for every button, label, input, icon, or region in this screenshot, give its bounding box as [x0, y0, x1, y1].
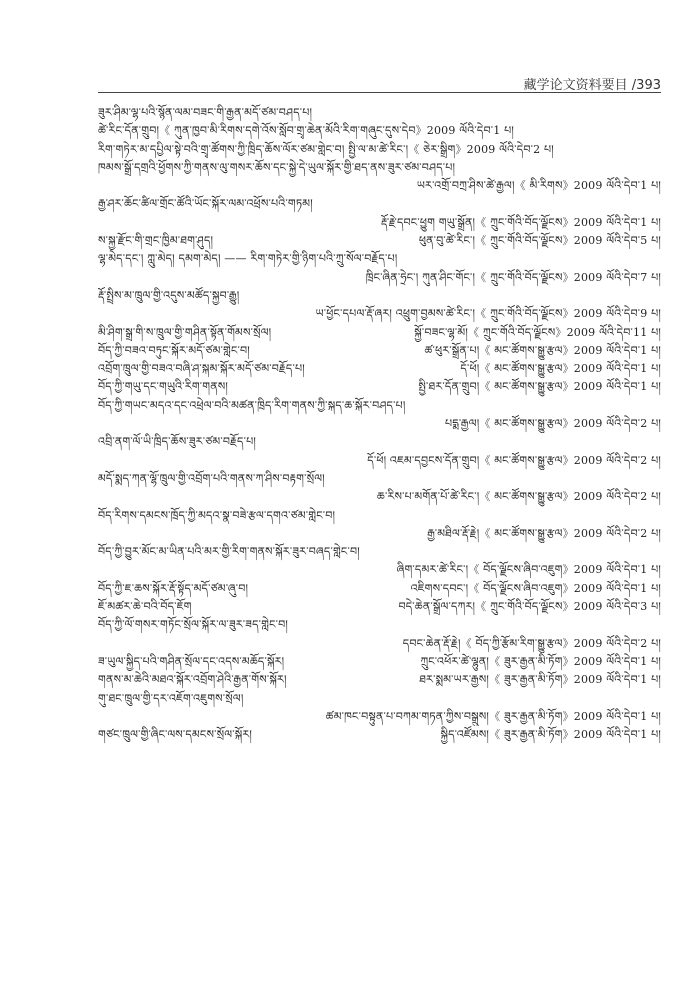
entry-citation: དོ་ཕོ། འཇམ་དབྱངས་དོན་གྲུབ།《 མང་ཚོགས་སྒྱུ་རྩལ》2009 ལོའི་དེབ་2 པ། [367, 453, 661, 467]
entry-title: ཟུར་ཤིམ་ལྷ་པའི་སྙོན་ལམ་བཟང་གི་རྒྱན་མདོ་ཙམ་བཤད་པ། [98, 106, 313, 119]
entry-line [98, 250, 661, 268]
entry-line [98, 470, 661, 488]
entry-line [98, 433, 661, 451]
entry-title: རིག་གཏེར་མ་དཔྱིལ་སྟེ་བའི་གྲྭ་ཚོགས་ཀྱི་ཁྲིད་ཆོས་ལོར་ཙམ་གླེང་བ། སྤྱི་ལ་མ་ཚེ་རིང་།《 ཅེར་སྒྲིག》2009 ལོའི་དེབ་2 པ། [98, 142, 554, 156]
entry-title: ཟ་ཡུལ་སྐྱིད་པའི་གཤིན་སྲོལ་དང་འདས་མཆོད་སྐོར། [98, 654, 285, 668]
entry-line [98, 726, 661, 744]
entry-title: འབྲི་ནག་ལོ་ཡི་ཁྲིད་ཆོས་ཟུར་ཙམ་བརྗོད་པ། [98, 435, 256, 449]
entry-title: འབྲོག་ཁྲུལ་གྱི་བཟའ་བཞི་ཤ་སྐམ་སྐོར་མདོ་ཙམ་བརྗོད་པ། [98, 362, 305, 376]
entry-line [98, 452, 661, 470]
entry-line [98, 269, 661, 287]
entry-citation: ཀྲུང་འཕོར་ཚེ་ལྷུན།《 ཟུར་རྒྱན་མི་ཏོག》2009 ལོའི་དེབ་1 པ། [420, 654, 661, 668]
entry-citation: པདྨ་རྒྱལ།《 མང་ཚོགས་སྒྱུ་རྩལ》2009 ལོའི་དེབ་2 པ། [445, 417, 661, 431]
entry-title: ལྷ་མེད་དང་། ཀླུ་མེད། དམག་མེད། —— རིག་གཏེར་གྱི་ཉིག་པའི་ཀྲུ་སོལ་བརྗོད་པ། [98, 252, 398, 266]
entry-line [98, 305, 661, 323]
entry-line [98, 360, 661, 378]
entry-line [98, 507, 661, 525]
entry-title: བོད་ཀྱི་བཟའ་བཏུང་སྐོར་མདོ་ཙམ་གླེང་བ། [98, 343, 250, 357]
entry-citation: ཞིག་དམར་ཚེ་རིང་།《 བོད་ལྗོངས་ཞིབ་འཇུག》2009 ལོའི་དེབ་1 པ། [396, 563, 661, 577]
entry-title: བོད་ཀྱི་བྱུར་མོང་མ་ཡིན་པའི་མར་གྱི་རིག་གནས་སྐོར་ཟུར་བཞད་གླེང་བ། [98, 545, 360, 559]
entry-line [98, 653, 661, 671]
entry-line [98, 287, 661, 305]
entry-line [98, 488, 661, 506]
entry-line [98, 671, 661, 689]
entry-line [98, 708, 661, 726]
page-header [0, 0, 699, 96]
entry-title: ས་སྐྱ་རྫོང་གི་གྲང་ཁྱིམ་ཐག་ཤུད། [98, 234, 214, 248]
entry-citation: དབང་ཆེན་རྡོ་རྗེ།《 བོད་ཀྱི་རྩོམ་རིག་སྒྱུ་རྩལ》2009 ལོའི་དེབ་2 པ། [402, 636, 661, 650]
entry-citation: སྐྱིད་འཛོམས།《 ཟུར་རྒྱན་མི་ཏོག》2009 ལོའི་དེབ་1 པ། [440, 728, 661, 742]
entry-title: གནས་མ་ཆེའི་མཐའ་སྐོར་འབྲོག་ཤེའི་རྒྱན་གོས་སྐོར། [98, 673, 287, 687]
entry-list [98, 104, 661, 744]
entry-line [98, 397, 661, 415]
entry-line [98, 232, 661, 250]
entry-line [98, 141, 661, 159]
entry-line [98, 214, 661, 232]
entry-title: ཇོ་མཚར་ཆེ་བའི་བོད་ཇོག [98, 600, 192, 614]
entry-citation: ཕུན་བུ་ཚེ་རིང་།《 ཀྲུང་གོའི་བོད་ལྗོངས》2009 ལོའི་དེབ་5 པ། [418, 234, 661, 248]
entry-line [98, 342, 661, 360]
entry-citation: བདེ་ཆེན་སྒྲོལ་དཀར།《 ཀྲུང་གོའི་བོད་ལྗོངས》2009 ལོའི་དེབ་3 པ། [398, 600, 661, 614]
entry-line [98, 415, 661, 433]
entry-title: གཙང་ཁྲུལ་གྱི་ཞིང་ལས་དམངས་སྲོལ་སྐོར། [98, 728, 253, 742]
entry-title: རྡོ་སྤྲིས་མ་ཁྲུལ་གྱི་འདུས་མཚོད་སྐྱབ་རྒྱུ། [98, 288, 240, 302]
entry-title: བོད་ཀྱི་ཇ་ཆས་སྐོར་རྡོ་སྟོད་མདོ་ཙམ་ཞུ་བ། [98, 581, 249, 595]
entry-title: བོད་རིགས་དམངས་ཁྲོད་ཀྱི་མདའ་སྣ་བཟེ་རྩལ་དགའ་ཙམ་གླེང་བ། [98, 508, 336, 522]
entry-line [98, 525, 661, 543]
entry-citation: སྤྱི་ཐར་དོན་གྲུབ།《 མང་ཚོགས་སྒྱུ་རྩལ》2009 ལོའི་དེབ་1 པ། [418, 380, 661, 394]
entry-line [98, 580, 661, 598]
entry-line [98, 159, 661, 177]
entry-title: བོད་ཀྱི་གཡང་མདའ་དང་འཕྲེལ་བའི་མཚན་ཁྲིད་རིག་གནས་ཀྱི་སྐད་ཆ་སྐོར་བཤད་པ། [98, 398, 406, 412]
entry-line [98, 635, 661, 653]
entry-title: རྒྱ་ཤར་ཆོང་ཚིལ་གྲོང་ཚོའི་ཡོང་སྐོར་ལམ་འཕྲོས་པའི་གཏམ། [98, 197, 313, 211]
entry-title: ཚེ་རིང་དོན་གྲུབ།《 ཀུན་ཁྱབ་མི་རིགས་དགེ་འོས་སློབ་གྲྭ་ཆེན་མོའི་རིག་གཞུང་དུས་དེབ》2009 ལོའི་དེབ་1 པ། [98, 124, 515, 138]
entry-citation: སྐྱོ་བཟང་ལྷ་མོ།《 ཀྲུང་གོའི་བོད་ལྗོངས》2009 ལོའི་དེབ་11 པ། [414, 325, 661, 339]
entry-line [98, 177, 661, 195]
entry-title: བོད་ཀྱི་གཡུ་དང་གཡུའི་རིག་གནས། [98, 380, 229, 394]
entry-citation: དོ་ཕོ།《 མང་ཚོགས་སྒྱུ་རྩལ》2009 ལོའི་དེབ་1 པ། [460, 362, 661, 376]
entry-line [98, 324, 661, 342]
entry-line [98, 104, 661, 122]
entry-title: མདོ་སྨད་ཀན་ལྷོ་ཁྲུལ་གྱི་འབྲོག་པའི་གནས་ཀ་ཤིས་བརྟག་སྲོལ། [98, 471, 325, 485]
entry-citation: རྡོ་རྗེ་དབང་ཕྱུག གཡུ་སྒྲོན།《 ཀྲུང་གོའི་བོད་ལྗོངས》2009 ལོའི་དེབ་1 པ། [381, 215, 661, 229]
header-rule [98, 92, 661, 93]
entry-line [98, 378, 661, 396]
entry-title: གུ་ཐང་ཁྲུལ་གྱི་དར་འཇོག་འཇུགས་སྲོལ། [98, 691, 244, 705]
header-title: 藏学论文资料要目 /393 [523, 78, 661, 93]
entry-line [98, 543, 661, 561]
entry-citation: ཁྲིང་ཞིན་ཧྲེང་། ཀུན་ཤིང་གོང་།《 ཀྲུང་གོའི་བོད་ལྗོངས》2009 ལོའི་དེབ་7 པ། [365, 270, 661, 284]
entry-citation: ཡ་ཕྱོང་དཔལ་རྡོ་ཞར། འཕྲུག་བྱམས་ཚེ་རིང་།《 ཀྲུང་གོའི་བོད་ལྗོངས》2009 ལོའི་དེབ་9 པ། [315, 307, 661, 321]
entry-line [98, 561, 661, 579]
entry-title: ཁམས་སྒྲོ་དགྲའི་ཕྱོགས་ཀྱི་གནས་ལུ་གསར་ཆོས་དང་སྐྱེ་དེ་ཡུལ་སྐོར་གྱི་ཐད་ནས་ཟུར་ཙམ་བཤད་པ། [98, 160, 456, 174]
entry-citation: ཚ་ཕུར་སྒྲོན་པ།《 མང་ཚོགས་སྒྱུ་རྩལ》2009 ལོའི་དེབ་1 པ། [424, 343, 661, 357]
entry-citation: ཆ་རིས་པ་མགོན་པོ་ཚེ་རིང་།《 མང་ཚོགས་སྒྱུ་རྩལ》2009 ལོའི་དེབ་2 པ། [376, 490, 661, 504]
entry-title: མི་ཤིག་སྒྲ་གི་ས་ཁྲུལ་གྱི་གཤིན་སྟོན་གོམས་སྲོལ། [98, 325, 272, 339]
entry-citation: ཐར་སྨམ་ཡར་རྒྱས།《 ཟུར་རྒྱན་མི་ཏོག》2009 ལོའི་དེབ་1 པ། [419, 673, 661, 687]
entry-citation: རྒྱ་མཐིལ་རྡོ་རྗེ།《 མང་ཚོགས་སྒྱུ་རྩལ》2009 ལོའི་དེབ་2 པ། [427, 526, 661, 540]
entry-citation: ཚམ་ཁང་བསྟུན་པ་བཀམ་གཏན་ཀྱིས་བསྒྲུས།《 ཟུར་རྒྱན་མི་ཏོག》2009 ལོའི་དེབ་1 པ། [325, 709, 661, 723]
entry-citation: འཇིགས་དབང་།《 བོད་ལྗོངས་ཞིབ་འཇུག》2009 ལོའི་དེབ་1 པ། [410, 581, 661, 595]
entry-line [98, 195, 661, 213]
entry-line [98, 616, 661, 634]
entry-line [98, 598, 661, 616]
entry-line [98, 690, 661, 708]
entry-title: བོད་ཀྱི་ལོ་གསར་གཏོང་སྲོལ་སྐོར་ལ་ཟུར་ཟད་གླེང་བ། [98, 618, 289, 632]
entry-line [98, 122, 661, 140]
entry-citation: ཡར་འགྲོ་བཀྲ་ཤིས་ཚེ་རྒྱལ།《 མི་རིགས》2009 ལོའི་དེབ་1 པ། [416, 179, 661, 193]
